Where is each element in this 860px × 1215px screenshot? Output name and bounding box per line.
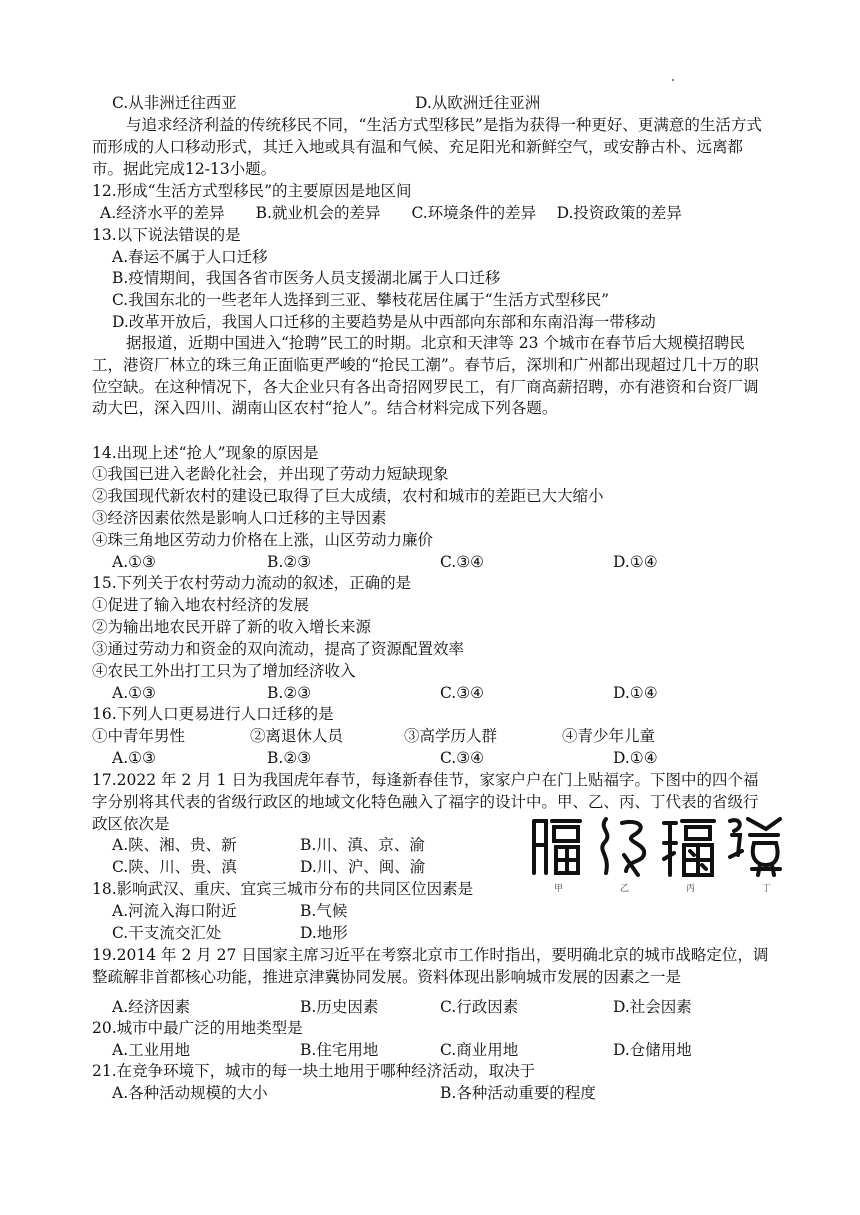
q12-stem: 12.形成“生活方式型移民”的主要原因是地区间	[92, 182, 412, 200]
fu-character-jia	[528, 815, 586, 879]
q15-item-4: ④农民工外出打工只为了增加经济收入	[92, 662, 356, 680]
q13-option-b: B.疫情期间，我国各省市医务人员支援湖北属于人口迁移	[112, 269, 501, 287]
q17-stem: 17.2022 年 2 月 1 日为我国虎年春节，每逢新春佳节，家家户户在门上贴福字。下图中的四个福字分别将其代表的省级行政区的地域文化特色融入了福字的设计中。甲、乙、丙、丁代表的省级行政区依次是	[92, 771, 759, 833]
passage-lifestyle-migration: 与追求经济利益的传统移民不同，“生活方式型移民”是指为获得一种更好、更满意的生活方式而形成的人口移动形式，其迁入地或具有温和气候、充足阳光和新鲜空气，或安静古朴、远离都市。据此完成12-13小题。	[92, 116, 762, 178]
q20-option-d: D.仓储用地	[613, 1041, 692, 1059]
q16-stem: 16.下列人口更易进行人口迁移的是	[92, 705, 334, 723]
q14-stem: 14.出现上述“抢人”现象的原因是	[92, 444, 319, 462]
q15-stem: 15.下列关于农村劳动力流动的叙述，正确的是	[92, 574, 412, 592]
q16-item-3: ③高学历人群	[404, 727, 498, 745]
q14-item-4: ④珠三角地区劳动力价格在上涨，山区劳动力廉价	[92, 531, 434, 549]
q21-option-a: A.各种活动规模的大小	[112, 1084, 268, 1102]
q15-item-3: ③通过劳动力和资金的双向流动，提高了资源配置效率	[92, 640, 465, 658]
q14-item-2: ②我国现代新农村的建设已取得了巨大成绩，农村和城市的差距已大大缩小	[92, 487, 604, 505]
q19-option-a: A.经济因素	[112, 998, 191, 1016]
fu-label-bing: 丙	[686, 884, 696, 894]
q15-option-c: C.③④	[440, 684, 485, 702]
q19-option-b: B.历史因素	[300, 998, 379, 1016]
q17-option-d: D.川、沪、闽、渝	[300, 858, 426, 876]
q20-option-c: C.商业用地	[440, 1041, 519, 1059]
q17-option-c: C.陕、川、贵、滇	[112, 858, 237, 876]
q18-stem: 18.影响武汉、重庆、宜宾三城市分布的共同区位因素是	[92, 880, 474, 898]
q19-option-c: C.行政因素	[440, 998, 519, 1016]
page-dot	[672, 79, 674, 81]
q16-item-4: ④青少年儿童	[562, 727, 656, 745]
option-c-top: C.从非洲迁往西亚	[112, 94, 237, 112]
q20-option-a: A.工业用地	[112, 1041, 191, 1059]
q14-option-a: A.①③	[112, 553, 156, 571]
q13-stem: 13.以下说法错误的是	[92, 226, 241, 244]
q18-option-a: A.河流入海口附近	[112, 902, 237, 920]
q14-option-d: D.①④	[613, 553, 658, 571]
q16-option-a: A.①③	[112, 749, 156, 767]
fu-label-ding: 丁	[762, 884, 772, 894]
q19-option-d: D.社会因素	[613, 998, 692, 1016]
q16-option-d: D.①④	[613, 749, 658, 767]
q13-option-d: D.改革开放后，我国人口迁移的主要趋势是从中西部向东部和东南沿海一带移动	[112, 313, 656, 331]
q21-option-b: B.各种活动重要的程度	[440, 1084, 596, 1102]
q16-item-2: ②离退休人员	[250, 727, 344, 745]
q18-option-b: B.气候	[300, 902, 348, 920]
q19-stem: 19.2014 年 2 月 27 日国家主席习近平在考察北京市工作时指出，要明确北京的城市战略定位，调整疏解非首都核心功能，推进京津冀协同发展。资料体现出影响城市发展的因素之一是	[92, 946, 769, 986]
q21-stem: 21.在竞争环境下，城市的每一块土地用于哪种经济活动，取决于	[92, 1062, 536, 1080]
fu-label-jia: 甲	[554, 884, 564, 894]
fu-character-bing	[660, 815, 718, 879]
fu-character-ding	[726, 815, 784, 879]
q15-item-1: ①促进了输入地农村经济的发展	[92, 596, 310, 614]
q14-item-1: ①我国已进入老龄化社会，并出现了劳动力短缺现象	[92, 465, 449, 483]
q20-option-b: B.住宅用地	[300, 1041, 379, 1059]
q13-option-a: A.春运不属于人口迁移	[112, 248, 268, 266]
q14-item-3: ③经济因素依然是影响人口迁移的主导因素	[92, 509, 387, 527]
q20-stem: 20.城市中最广泛的用地类型是	[92, 1019, 303, 1037]
q13-option-c: C.我国东北的一些老年人选择到三亚、攀枝花居住属于“生活方式型移民”	[112, 291, 610, 309]
fu-character-figure	[528, 815, 788, 895]
q16-option-b: B.②③	[267, 749, 312, 767]
q16-option-c: C.③④	[440, 749, 485, 767]
q14-option-b: B.②③	[267, 553, 312, 571]
fu-character-yi	[594, 815, 652, 879]
fu-label-yi: 乙	[620, 884, 630, 894]
q17-option-a: A.陕、湘、贵、新	[112, 836, 237, 854]
q14-option-c: C.③④	[440, 553, 485, 571]
q12-options: A.经济水平的差异 B.就业机会的差异 C.环境条件的差异 D.投资政策的差异	[100, 204, 682, 222]
q15-item-2: ②为输出地农民开辟了新的收入增长来源	[92, 618, 372, 636]
q18-option-c: C.干支流交汇处	[112, 924, 222, 942]
option-d-top: D.从欧洲迁往亚洲	[415, 94, 541, 112]
q18-option-d: D.地形	[300, 924, 348, 942]
q15-option-b: B.②③	[267, 684, 312, 702]
passage-labor-recruitment: 据报道，近期中国进入“抢聘”民工的时期。北京和天津等 23 个城市在春节后大规模招聘民工，港资厂林立的珠三角正面临更严峻的“抢民工潮”。春节后，深圳和广州都出现超过几十万的职位空缺。在这种情况下，各大企业只有各出奇招网罗民工，有厂商高薪招聘，亦有港资和台资厂调动大巴，深入四川、湖南山区农村“抢人”。结合材料完成下列各题。	[92, 334, 759, 418]
q15-option-d: D.①④	[613, 684, 658, 702]
q17-option-b: B.川、滇、京、渝	[300, 836, 425, 854]
q15-option-a: A.①③	[112, 684, 156, 702]
q16-item-1: ①中青年男性	[92, 727, 186, 745]
